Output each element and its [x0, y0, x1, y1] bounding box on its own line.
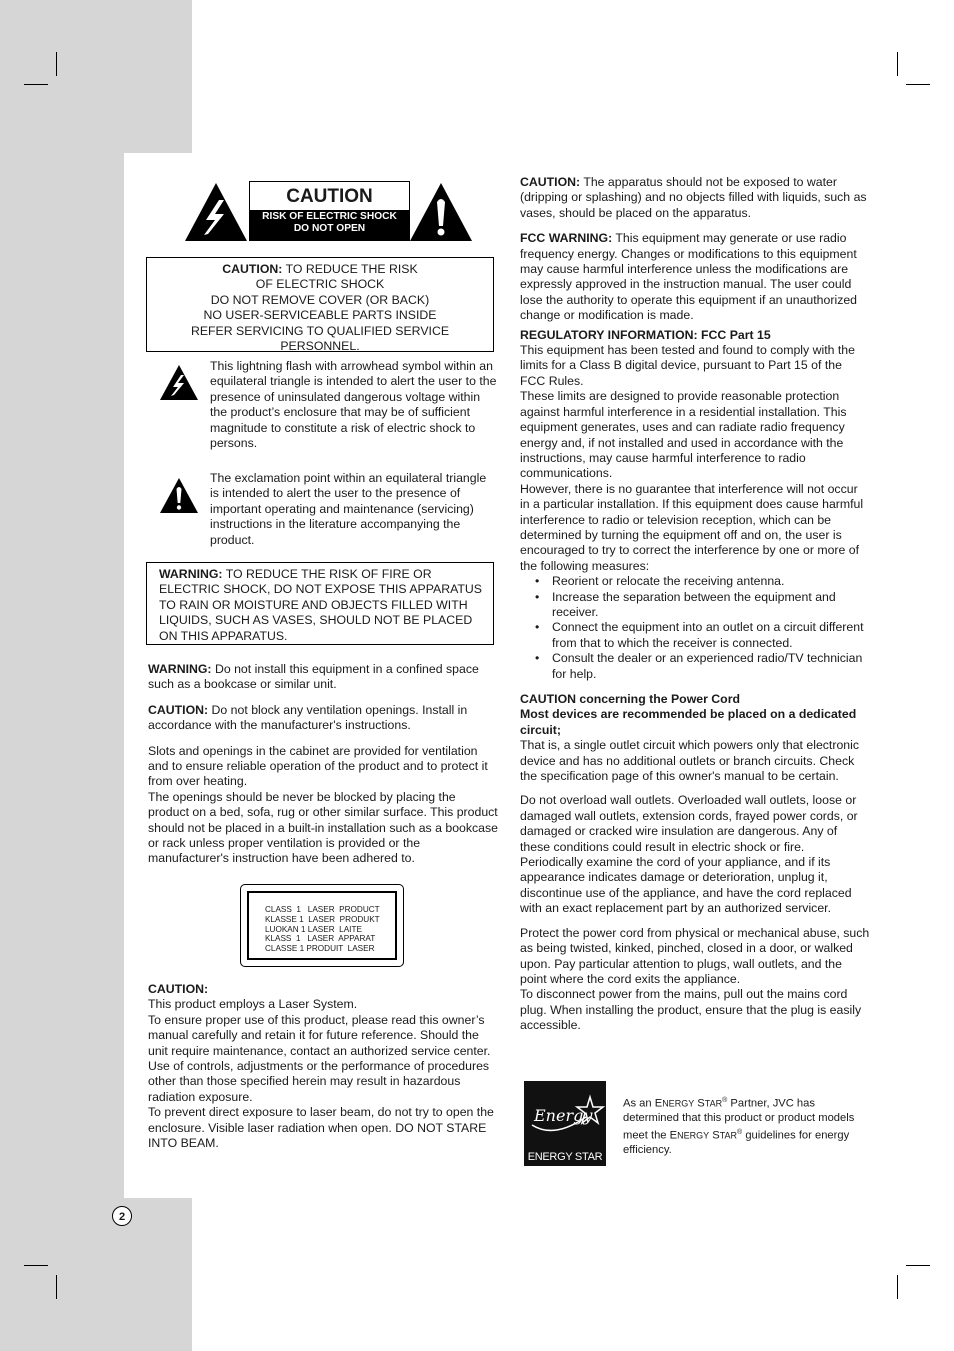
exclamation-warning-icon — [409, 182, 473, 242]
caution-banner-line: RISK OF ELECTRIC SHOCK — [262, 211, 397, 222]
heading-text: CAUTION concerning the Power Cord — [520, 692, 740, 706]
regulatory-text: However, there is no guarantee that interference will not occur in a particular installation. If this equipment does cause harmful interference to radio or television reception, which can be determined by turning the equipment off and on, the user is encouraged to try to correct the interference by one or more of the following measures: — [520, 481, 864, 573]
regulatory-text: This equipment has been tested and found to comply with the limits for a Class B digital device, pursuant to Part 15 of the FCC Rules. — [520, 343, 855, 388]
fcc-warning-paragraph — [520, 231, 870, 323]
laser-label-line: LUOKAN 1 LASER LAITE — [265, 924, 362, 934]
caution-box-text: TO REDUCE THE RISK — [282, 262, 418, 276]
laser-label-line: CLASS 1 LASER PRODUCT — [265, 905, 380, 914]
text-run: NERGY — [677, 1130, 710, 1141]
paragraph-text: Do not block any ventilation openings. Install in accordance with the manufacturer's instructions. — [148, 702, 468, 733]
text-run: TAR — [704, 1098, 723, 1109]
slots-paragraph: Slots and openings in the cabinet are provided for ventilation and to ensure reliable operation of the product and to protect it from over heating. — [148, 743, 488, 789]
paragraph-text: Do not install this equipment in a confined space such as a bookcase or similar unit. — [148, 662, 479, 692]
caution-banner-title: CAUTION — [286, 186, 373, 207]
list-item: • Increase the separation between the equipment and receiver. — [552, 590, 870, 621]
text-run: guidelines for energy efficiency. — [623, 1129, 850, 1156]
caution-box-text: REFER SERVICING TO QUALIFIED SERVICE — [190, 323, 450, 338]
power-cord-text: Protect the power cord from physical or mechanical abuse, such as being twisted, kinked, pinched, closed in a door, or walked upon. Pay particular attention to plugs, wall outlets, and the point where the cord exits the appliance. — [520, 925, 870, 986]
crop-mark — [906, 84, 930, 85]
margin-gray-left — [0, 153, 124, 1198]
paragraph-text: The apparatus should not be exposed to water (dripping or splashing) and no objects filled with liquids, such as vases, should be placed on the apparatus. — [520, 175, 867, 220]
text-run: TAR — [719, 1130, 738, 1141]
crop-mark — [906, 1265, 930, 1266]
laser-caution-text: To ensure proper use of this product, please read this owner’s manual carefully and retain it for future reference. Should the unit require maintenance, contact an authorized service center. — [148, 1012, 491, 1058]
warning-label: WARNING: — [159, 567, 223, 581]
lightning-description: This lightning flash with arrowhead symbol within an equilateral triangle is intended to alert the user to the presence of uninsulated dangerous voltage within the product’s enclosure that may be of sufficient magnitude to constitute a risk of electric shock to persons. — [210, 359, 497, 451]
caution-label: CAUTION: — [222, 262, 283, 276]
laser-label-line: KLASSE 1 LASER PRODUKT — [265, 914, 380, 924]
paragraph-text: This equipment may generate or use radio frequency energy. Changes or modifications to this equipment may cause harmful interference unless the modifications are expressly approved in the instruction manual. The user could lose the authority to operate this equipment if an unauthorized change or modification is made. — [520, 231, 858, 323]
text-run: S — [709, 1129, 720, 1142]
regulatory-text: These limits are designed to provide reasonable protection against harmful interference in a residential installation. This equipment generates, uses and can radiate radio frequency energy and, if not installed and used in accordance with the instructions, may cause harmful interference to radio communications. — [520, 389, 847, 481]
caution-box-text: NO USER-SERVICEABLE PARTS INSIDE — [203, 308, 437, 323]
power-cord-text: Do not overload wall outlets. Overloaded wall outlets, loose or damaged wall outlets, extension cords, frayed power cords, or damaged or cracked wire insulation are dangerous. Any of these conditions could result in electric shock or fire. Periodically examine the cord of your appliance, and if its appearance indicates damage or deterioration, unplug it, discontinue use of the appliance, and have the cord replaced with an exact replacement part by an authorized servicer. — [520, 793, 858, 916]
laser-caution-text: This product employs a Laser System. — [148, 997, 358, 1012]
caution-label: CAUTION: — [148, 702, 209, 717]
energy-star-logo-text: ENERGY STAR — [527, 1151, 603, 1163]
caution-label: CAUTION: — [520, 175, 581, 189]
right-column-body — [520, 175, 870, 1034]
caution-box-text: DO NOT REMOVE COVER (OR BACK) — [210, 292, 430, 307]
crop-mark — [897, 1275, 898, 1299]
page-number: 2 — [112, 1206, 132, 1226]
registered-mark: ® — [722, 1097, 728, 1104]
list-item: • Reorient or relocate the receiving antenna. — [552, 574, 870, 589]
laser-caution-heading — [148, 982, 496, 997]
caution-label: CAUTION: — [148, 982, 209, 996]
caution-banner — [249, 181, 410, 241]
caution-ventilation-paragraph — [148, 703, 498, 734]
text-run: S — [694, 1097, 705, 1110]
laser-caution-section — [148, 982, 496, 1151]
exclamation-triangle-icon — [159, 477, 199, 514]
laser-label-inner — [247, 891, 397, 960]
energy-star-icon — [524, 1081, 606, 1143]
crop-mark — [56, 52, 57, 76]
caution-water-paragraph — [520, 175, 870, 221]
list-item: • Consult the dealer or an experienced radio/TV technician for help. — [552, 651, 870, 682]
text-run: NERGY — [662, 1098, 695, 1109]
laser-label-line: KLASS 1 LASER APPARAT — [265, 934, 376, 944]
power-cord-text: To disconnect power from the mains, pull out the mains cord plug. When installing the product, ensure that the plug is easily accessible. — [520, 987, 862, 1033]
warning-confined-paragraph — [148, 662, 498, 693]
power-cord-heading — [520, 692, 870, 707]
laser-label-line: CLASSE 1 PRODUIT LASER — [265, 944, 375, 954]
caution-box-text: OF ELECTRIC SHOCK — [255, 277, 385, 292]
crop-mark — [897, 52, 898, 76]
crop-mark — [24, 1265, 48, 1266]
caution-banner-line: DO NOT OPEN — [293, 223, 366, 234]
lightning-warning-icon — [184, 182, 248, 242]
fcc-warning-label: FCC WARNING: — [520, 231, 613, 246]
regulatory-heading — [520, 328, 870, 343]
text-run: Partner, JVC has determined that this product or product models meet the E — [623, 1097, 855, 1142]
caution-banner-subtitle — [250, 210, 409, 240]
heading-text: Most devices are recommended be placed on a dedicated circuit; — [520, 707, 857, 737]
laser-product-label — [240, 884, 404, 967]
energy-star-statement — [623, 1094, 869, 1157]
left-column-body — [148, 662, 498, 867]
power-cord-text: That is, a single outlet circuit which powers only that electronic device and has no additional outlets or branch circuits. Check the specification page of this owner's manual to be certain. — [520, 738, 860, 784]
exclamation-description: The exclamation point within an equilateral triangle is intended to alert the user to the presence of important operating and maintenance (servicing) instructions in the literature accompanying the product. — [210, 471, 487, 547]
warning-label: WARNING: — [148, 662, 212, 676]
margin-gray-bottom — [0, 1198, 192, 1351]
openings-paragraph: The openings should be never be blocked by placing the product on a bed, sofa, rug or other similar surface. This product should not be placed in a built-in installation such as a bookcase or rack unless proper ventilation is provided or the manufacturer's instruction have been adhered to. — [148, 789, 499, 866]
energy-star-logo — [524, 1081, 606, 1166]
warning-fire-box — [146, 562, 494, 645]
crop-mark — [56, 1275, 57, 1299]
margin-gray-top — [0, 0, 192, 153]
registered-mark: ® — [737, 1128, 743, 1136]
laser-caution-text: To prevent direct exposure to laser beam, do not try to open the enclosure. Visible laser radiation when open. DO NOT STARE INTO BEAM. — [148, 1105, 494, 1151]
list-item: • Connect the equipment into an outlet on a circuit different from that to which the receiver is connected. — [552, 620, 870, 651]
caution-shock-box — [146, 257, 494, 352]
lightning-triangle-icon — [159, 364, 199, 401]
text-run: As an E — [623, 1097, 663, 1110]
laser-caution-text: Use of controls, adjustments or the performance of procedures other than those specified herein may result in hazardous radiation exposure. — [148, 1059, 490, 1104]
svg-text:Energy: Energy — [534, 1106, 593, 1125]
caution-box-text: PERSONNEL. — [280, 339, 360, 354]
crop-mark — [24, 84, 48, 85]
power-cord-subheading — [520, 707, 870, 738]
warning-box-text: TO REDUCE THE RISK OF FIRE OR ELECTRIC SHOCK, DO NOT EXPOSE THIS APPARATUS TO RAIN OR MOISTURE AND OBJECTS FILLED WITH LIQUIDS, SUCH AS VASES, SHOULD NOT BE PLACED ON THIS APPARATUS. — [159, 567, 482, 643]
fcc-measures-list — [520, 574, 870, 682]
heading-text: REGULATORY INFORMATION: FCC Part 15 — [520, 327, 771, 342]
